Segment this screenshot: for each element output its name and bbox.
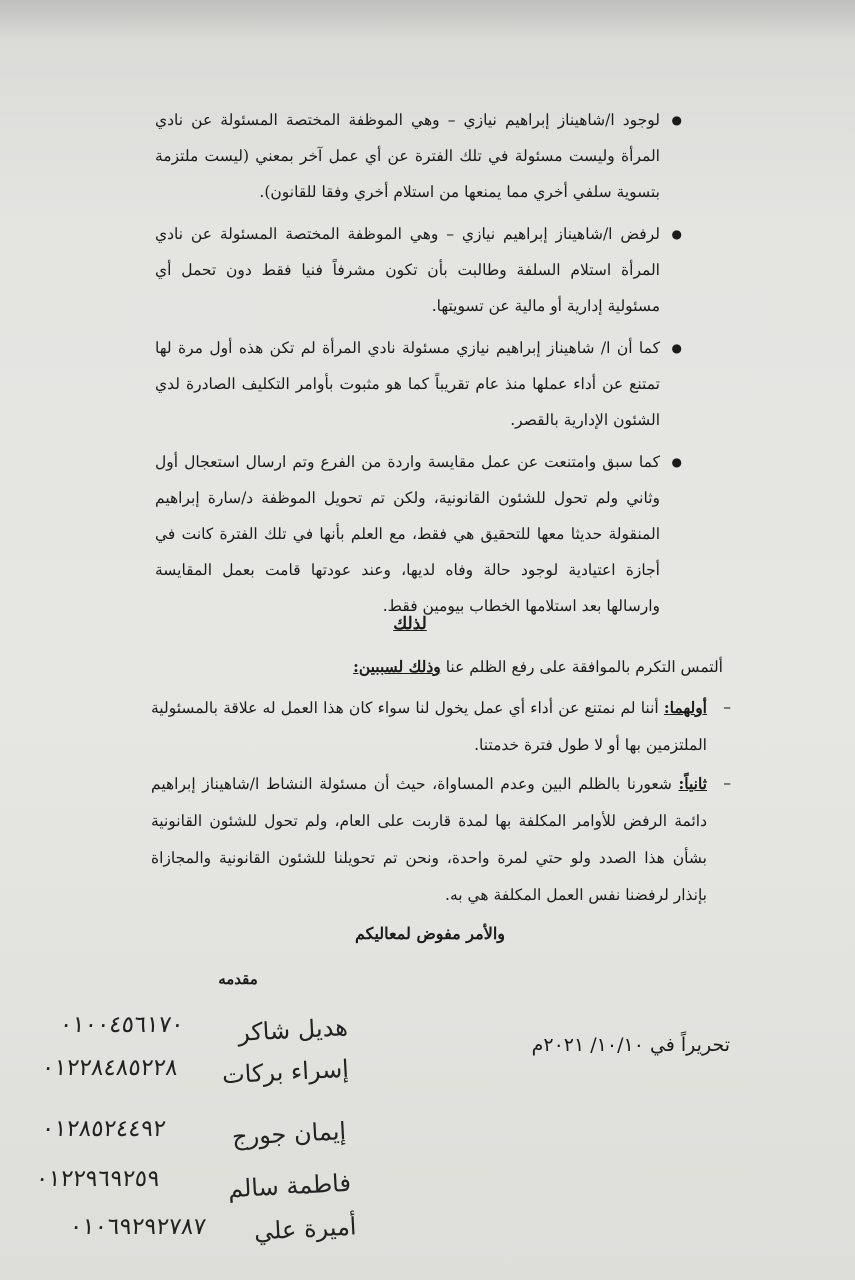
section-heading: لذلك: [393, 614, 427, 634]
signatory-name: فاطمة سالم: [227, 1168, 352, 1204]
bullet-text: كما أن ا/ شاهيناز إبراهيم نيازي مسئولة نادي المرأة لم تكن هذه أول مرة لها تمتنع عن أداء عملها منذ عام تقريباً كما هو مثبوت بأوامر التكليف الصادرة لدي الشئون الإدارية بالقصر.: [155, 339, 660, 429]
bullet-item: [155, 102, 682, 210]
signatory-phone: ٠١٠٦٩٢٩٢٧٨٧: [68, 1214, 208, 1240]
reason-label: أولهما:: [663, 698, 707, 717]
signatory-phone: ٠١٠٠٤٥٦١٧٠: [58, 1012, 185, 1038]
reason-text: أننا لم نمتنع عن أداء أي عمل يخول لنا سواء كان هذا العمل له علاقة بالمسئولية الملتزمين بها أو لا طول فترة خدمتنا.: [151, 699, 707, 754]
request-reason: وذلك لسببين:: [353, 657, 441, 676]
signatory-name: إيمان جورج: [231, 1117, 347, 1151]
bullet-text: لوجود ا/شاهيناز إبراهيم نيازي – وهي الموظفة المختصة المسئولة عن نادي المرأة وليست مسئولة في تلك الفترة عن أي عمل آخر بمعني (ليست ملتزمة بتسوية سلفي أخري مما يمنعها من استلام أخري وفقا للقانون).: [155, 111, 660, 201]
bullet-dot-icon: ●: [671, 455, 682, 469]
bullet-dot-icon: ●: [671, 113, 682, 127]
bullet-item: [155, 330, 682, 438]
submitter-label: مقدمه: [218, 970, 258, 988]
date-line: تحريراً في ١٠/١٠/ ٢٠٢١م: [531, 1034, 730, 1056]
reason-item: [151, 689, 731, 764]
bullet-text: كما سبق وامتنعت عن عمل مقايسة واردة من الفرع وتم ارسال استعجال أول وثاني ولم تحول للشئون القانونية، ولكن تم تحويل الموظفة د/سارة إبراهيم المنقولة حديثا معها للتحقيق هي فقط، مع العلم بأنها في تلك الفترة كانت في أجازة اعتيادية لوجود حالة وفاه لديها، وعند عودتها قامت بعمل المقايسة وارسالها بعد استلامها الخطاب بيومين فقط.: [155, 453, 660, 615]
signatory-phone: ٠١٢٢٨٤٨٥٢٢٨: [40, 1055, 180, 1081]
dash-icon: –: [723, 774, 731, 792]
bullet-item: [155, 444, 682, 624]
bullet-item: [155, 216, 682, 324]
signatory-name: هديل شاكر: [237, 1013, 349, 1047]
reason-label: ثانياً:: [678, 774, 707, 793]
request-text: ألتمس التكرم بالموافقة على رفع الظلم عنا: [445, 658, 723, 676]
dash-icon: –: [723, 698, 731, 716]
reason-text: شعورنا بالظلم البين وعدم المساواة، حيث أن مسئولة النشاط ا/شاهيناز إبراهيم دائمة الرفض للأوامر المكلفة بها لمدة قاربت على العام، ولم تحول للشئون القانونية بشأن هذا الصدد ولو حتي لمرة واحدة، ونحن تم تحويلنا للشئون القانونية والمجازاة بإنذار لرفضنا نفس العمل المكلفة هي به.: [151, 775, 707, 904]
request-line: [123, 652, 723, 682]
bullet-list: [155, 102, 682, 630]
bullet-dot-icon: ●: [671, 341, 682, 355]
bullet-dot-icon: ●: [671, 227, 682, 241]
signatory-name: إسراء بركات: [221, 1054, 350, 1090]
reason-item: [151, 765, 731, 914]
closing-line: والأمر مفوض لمعاليكم: [354, 924, 505, 943]
signatory-phone: ٠١٢٨٥٢٤٤٩٢: [40, 1116, 167, 1142]
signatory-name: أميرة علي: [253, 1212, 358, 1246]
bullet-text: لرفض ا/شاهيناز إبراهيم نيازي – وهي الموظفة المختصة المسئولة عن نادي المرأة استلام السلفة وطالبت بأن تكون مشرفاً فنيا فقط دون تحمل أي مسئولية إدارية أو مالية عن تسويتها.: [155, 225, 660, 315]
signatory-phone: ٠١٢٢٩٦٩٢٥٩: [34, 1166, 161, 1192]
